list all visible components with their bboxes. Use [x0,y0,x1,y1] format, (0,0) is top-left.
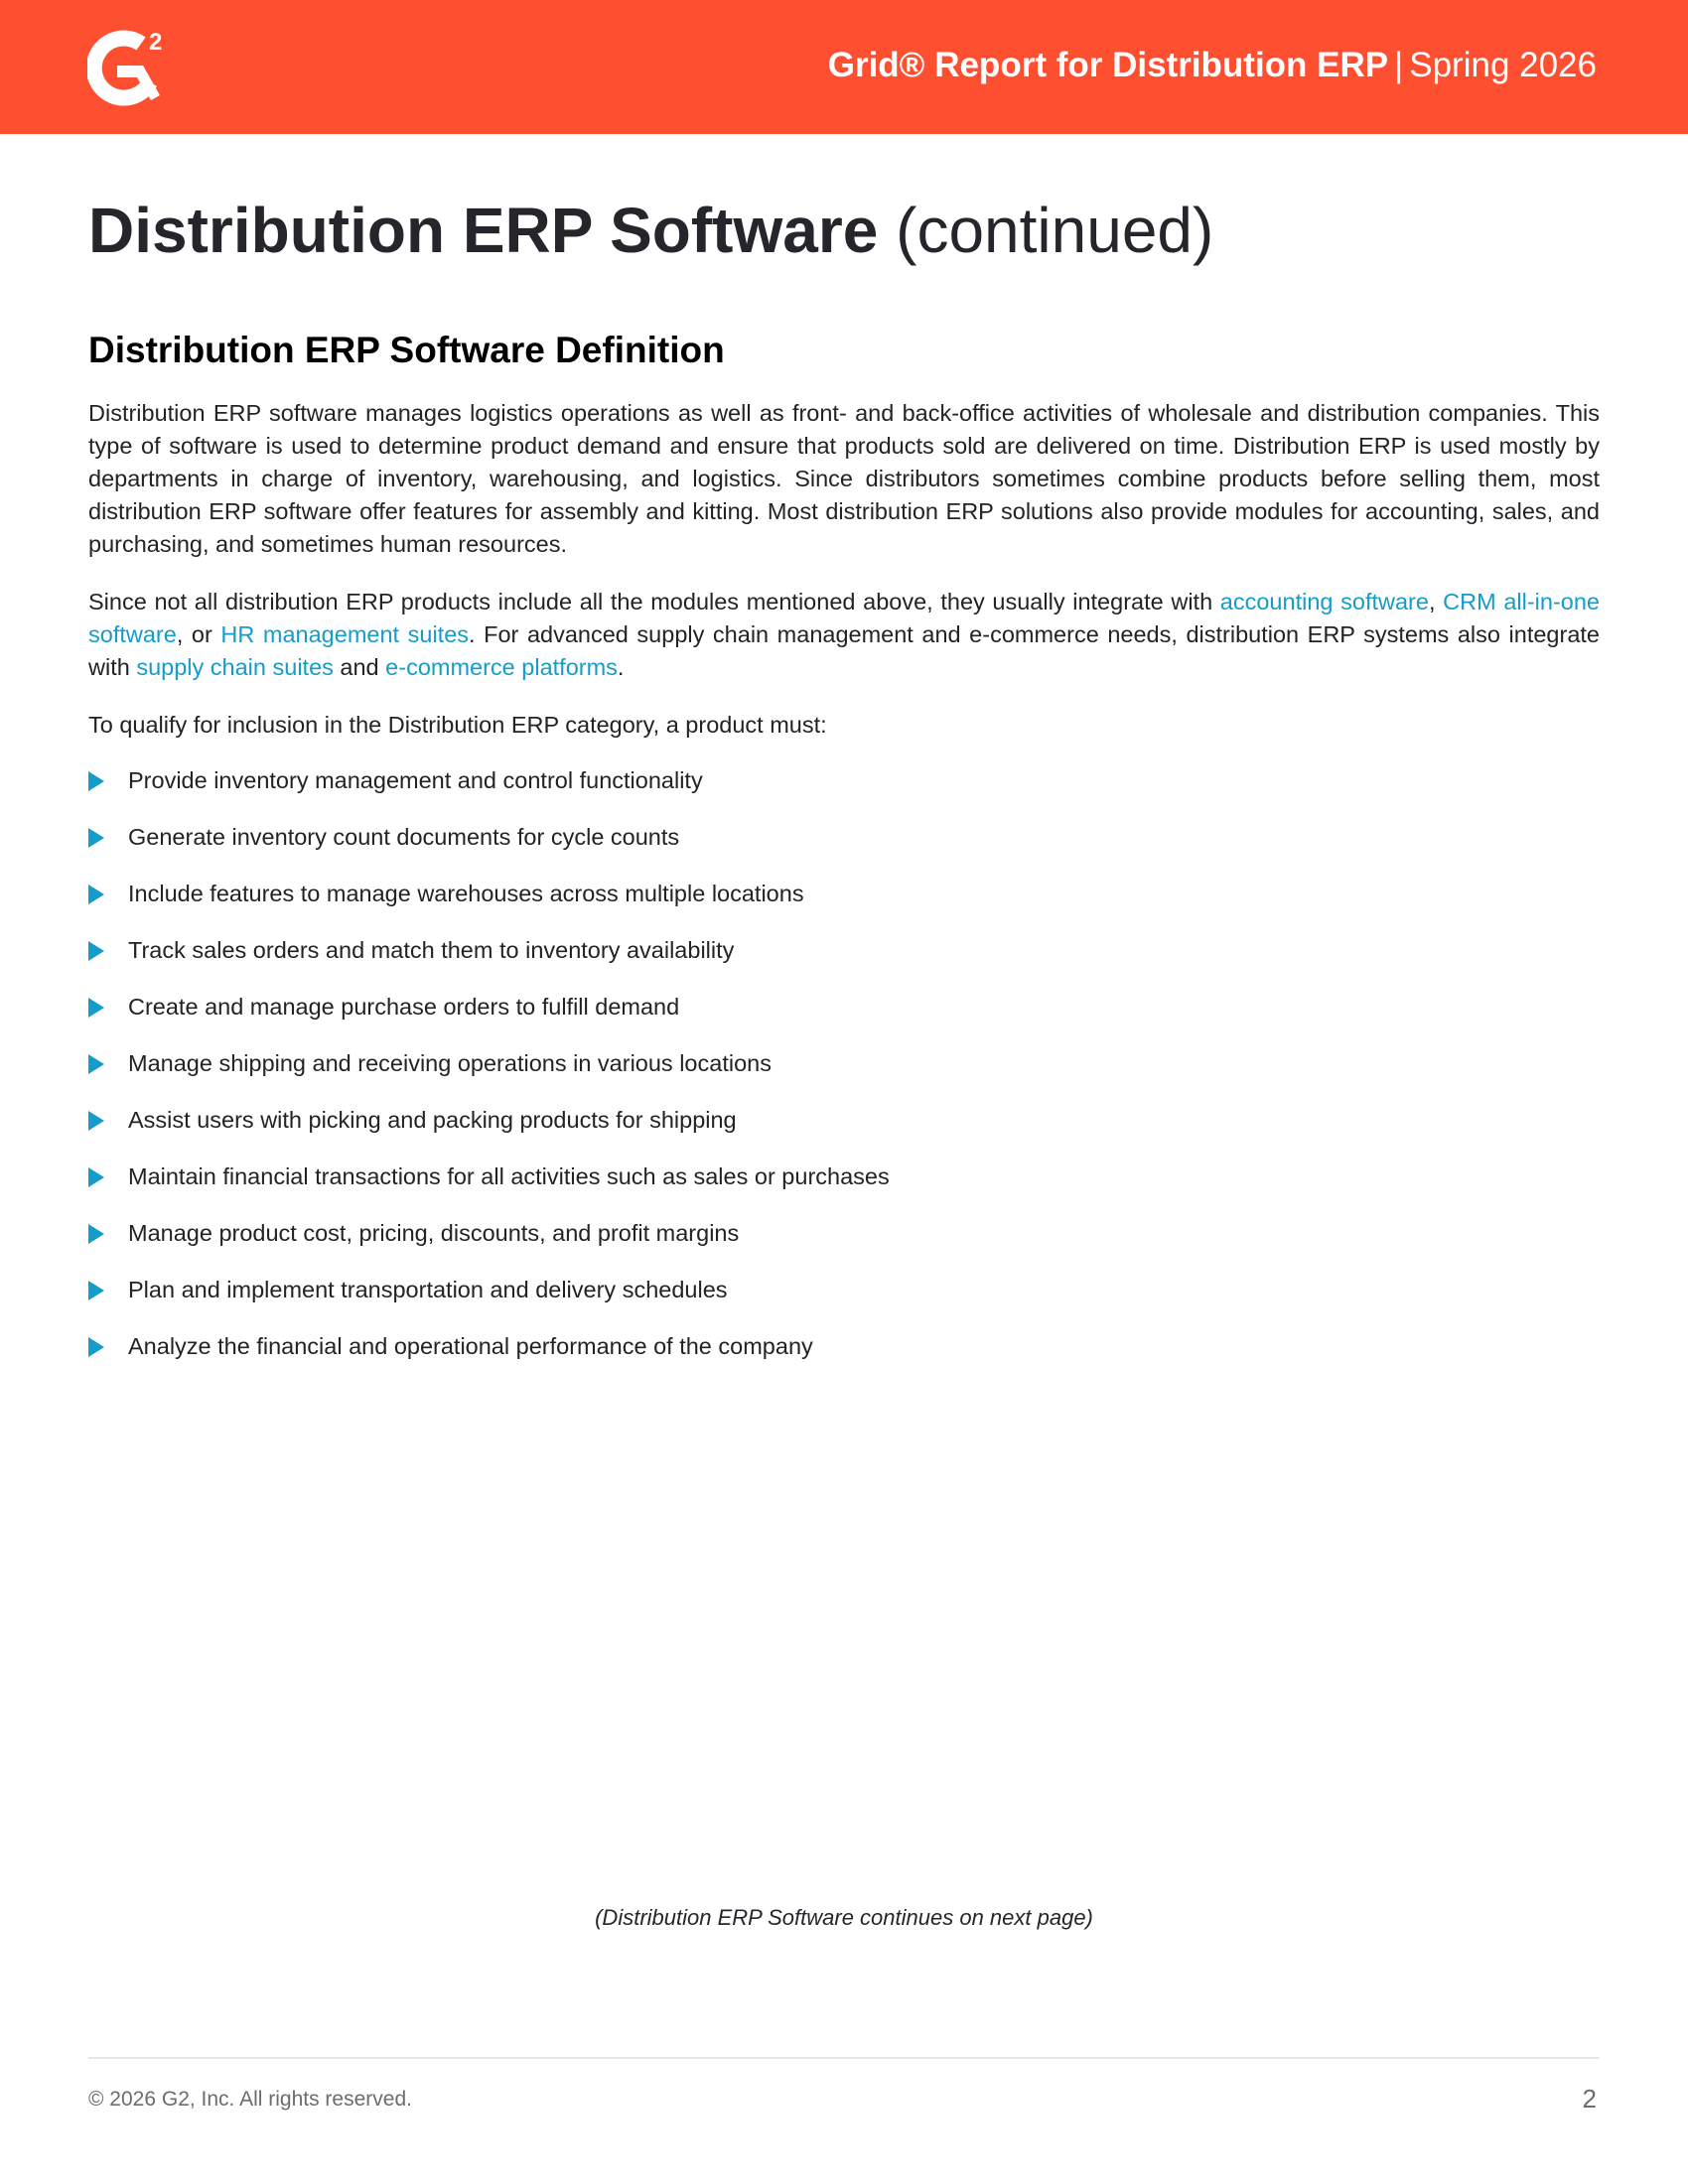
report-title-main: Grid® Report for Distribution ERP [827,46,1389,84]
report-header [0,0,1688,134]
criteria-item [88,1330,890,1387]
page-title [88,193,1213,268]
page-title-continued: (continued) [896,195,1214,266]
integration-text-5: and [333,654,386,680]
criteria-item-text: Assist users with picking and packing products for shipping [128,1107,737,1133]
footer-copyright: © 2026 G2, Inc. All rights reserved. [88,2088,412,2111]
qualification-intro: To qualify for inclusion in the Distribution ERP category, a product must: [88,712,827,738]
criteria-item-text: Manage product cost, pricing, discounts, and profit margins [128,1220,740,1246]
integration-text-1: Since not all distribution ERP products include all the modules mentioned above, they usually integrate with [88,589,1220,614]
bullet-arrow-icon [88,885,104,904]
criteria-item-text: Provide inventory management and control functionality [128,767,703,793]
criteria-item [88,1160,890,1217]
link-e-commerce-platforms[interactable]: e-commerce platforms [385,654,618,680]
criteria-list [88,764,890,1387]
bullet-arrow-icon [88,1337,104,1357]
integration-text-4: . For advanced supply chain management and e-commerce needs, distribution ERP systems also integrate with [88,621,1600,680]
bullet-arrow-icon [88,1111,104,1131]
integration-text-6: . [617,654,625,680]
criteria-item-text: Include features to manage warehouses across multiple locations [128,881,804,906]
section-title: Distribution ERP Software Definition [88,330,725,370]
bullet-arrow-icon [88,1281,104,1300]
criteria-item [88,934,890,991]
svg-text:2: 2 [149,29,163,56]
g2-logo-icon [87,26,173,109]
bullet-arrow-icon [88,828,104,848]
bullet-arrow-icon [88,1167,104,1187]
criteria-item-text: Plan and implement transportation and delivery schedules [128,1277,728,1302]
criteria-item [88,821,890,878]
criteria-item [88,1274,890,1330]
link-hr-management-suites[interactable]: HR management suites [220,621,470,647]
page-title-main: Distribution ERP Software [88,195,879,266]
link-crm-all-in-one-software[interactable]: CRM all-in-one software [88,589,1600,647]
criteria-item [88,991,890,1047]
criteria-item-text: Manage shipping and receiving operations in various locations [128,1050,772,1076]
continues-note: (Distribution ERP Software continues on next page) [595,1905,1093,1930]
report-title [828,44,1597,87]
report-season: Spring 2026 [1409,46,1597,84]
link-supply-chain-suites[interactable]: supply chain suites [136,654,334,680]
integration-text-3: , or [176,621,221,647]
page-number: 2 [1582,2084,1597,2114]
criteria-item [88,878,890,934]
bullet-arrow-icon [88,998,104,1018]
criteria-item [88,1047,890,1104]
criteria-item-text: Generate inventory count documents for cycle counts [128,824,680,850]
definition-paragraph: Distribution ERP software manages logistics operations as well as front- and back-office activities of wholesale and distribution companies. This type of software is used to determine product demand and ensure that products sold are delivered on time. Distribution ERP is used mostly by departments in charge of inventory, warehousing, and logistics. Since distributors sometimes combine products before selling them, most distribution ERP software offer features for assembly and kitting. Most distribution ERP solutions also provide modules for accounting, sales, and purchasing, and sometimes human resources. [88,400,1600,557]
integration-text-2: , [1428,589,1444,614]
integration-paragraph [88,586,1600,684]
footer-divider [88,2057,1600,2059]
criteria-item-text: Track sales orders and match them to inventory availability [128,937,735,963]
link-accounting-software[interactable]: accounting software [1219,589,1429,614]
bullet-arrow-icon [88,1054,104,1074]
bullet-arrow-icon [88,941,104,961]
bullet-arrow-icon [88,1224,104,1244]
criteria-item [88,1104,890,1160]
criteria-item-text: Analyze the financial and operational performance of the company [128,1333,813,1359]
criteria-item [88,764,890,821]
bullet-arrow-icon [88,771,104,791]
criteria-item [88,1217,890,1274]
report-title-separator: | [1394,46,1404,84]
criteria-item-text: Maintain financial transactions for all activities such as sales or purchases [128,1163,890,1189]
criteria-item-text: Create and manage purchase orders to fulfill demand [128,994,680,1020]
